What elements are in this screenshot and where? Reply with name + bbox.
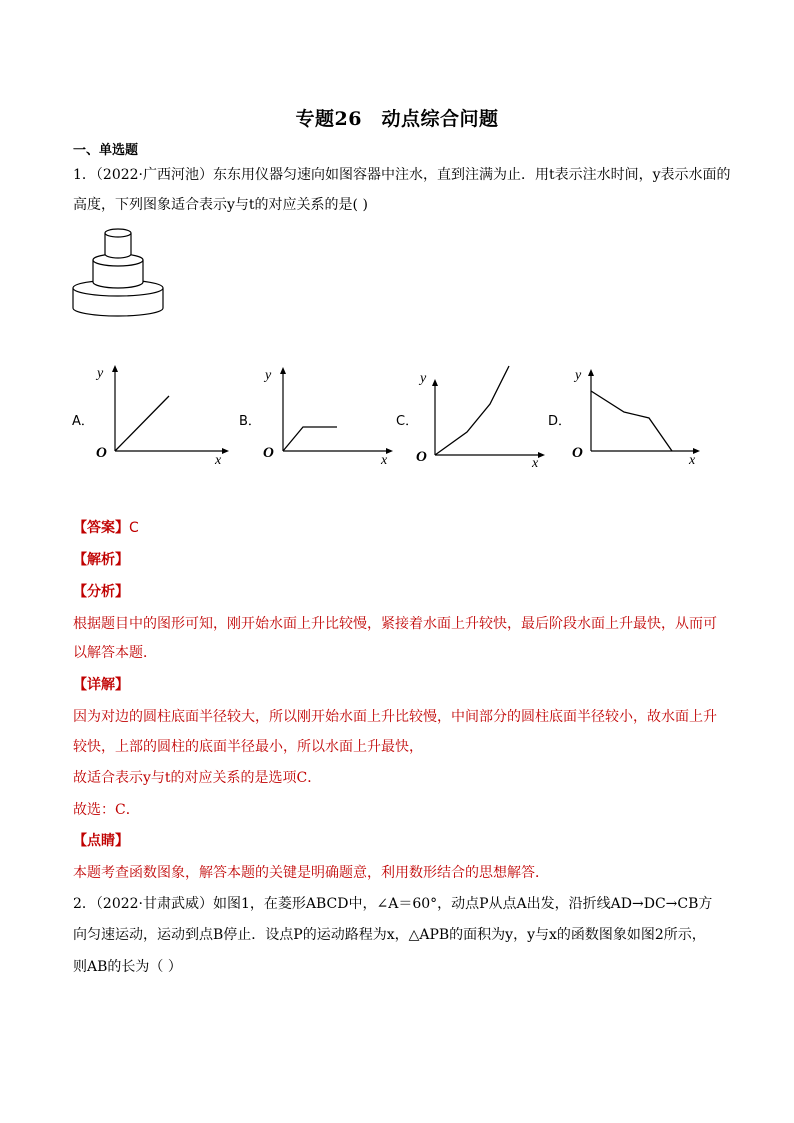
option-d-origin: O (572, 445, 583, 461)
option-a-y-label: y (97, 366, 104, 381)
container-figure (72, 226, 167, 318)
graph-line-a (115, 396, 169, 451)
y-arrow (588, 369, 594, 376)
detail-line2: 较快，上部的圆柱的底面半径最小，所以水面上升最快， (73, 739, 423, 755)
option-b-y-label: y (265, 368, 272, 383)
option-c-y-label: y (420, 371, 427, 386)
graph-line-b (283, 427, 337, 451)
option-b-origin: O (263, 445, 274, 461)
q2-text-line3: 则AB的长为（ ） (73, 959, 182, 975)
detail-line3: 故适合表示y与t的对应关系的是选项C． (73, 770, 322, 786)
option-d-label: D． (548, 414, 572, 429)
graph-line-d (591, 391, 672, 451)
y-arrow (112, 365, 118, 372)
comment-line1: 本题考查函数图象，解答本题的关键是明确题意，利用数形结合的思想解答． (73, 865, 549, 881)
x-arrow (538, 452, 545, 458)
x-arrow (222, 448, 229, 454)
q1-text-line1: 1．（2022·广西河池）东东用仪器匀速向如图容器中注水，直到注满为止．用t表示注水时间，y表示水面的 (73, 167, 731, 183)
fenxi-tag: 【分析】 (73, 584, 129, 600)
option-c-origin: O (416, 449, 427, 465)
answer-value: C (129, 520, 139, 536)
q2-text-line2: 向匀速运动，运动到点B停止．设点P的运动路程为x，△APB的面积为y，y与x的函数图象如图2所示， (73, 927, 706, 943)
q2-text-line1: 2．（2022·甘肃武威）如图1，在菱形ABCD中，∠A＝60°，动点P从点A出发，沿折线AD→DC→CB方 (73, 896, 713, 912)
q1-text-line2: 高度，下列图象适合表示y与t的对应关系的是( ) (73, 197, 368, 213)
graph-line-c (435, 366, 509, 455)
option-a-x-label: x (215, 453, 222, 468)
fenxi-line1: 根据题目中的图形可知，刚开始水面上升比较慢，紧接着水面上升较快，最后阶段水面上升最快，从而可 (73, 616, 717, 632)
option-d-x-label: x (689, 453, 696, 468)
y-arrow (432, 379, 438, 386)
detail-tag: 【详解】 (73, 677, 129, 693)
option-c-label: C． (396, 414, 419, 429)
detail-line1: 因为对边的圆柱底面半径较大，所以刚开始水面上升比较慢，中间部分的圆柱底面半径较小，故水面上升 (73, 709, 717, 725)
option-a-origin: O (96, 445, 107, 461)
section-heading: 一、单选题 (73, 143, 139, 158)
option-b-label: B． (239, 414, 261, 429)
comment-tag: 【点睛】 (73, 833, 129, 849)
fenxi-line2: 以解答本题． (73, 645, 157, 661)
option-b-x-label: x (381, 453, 388, 468)
answer-tag: 【答案】 (73, 520, 129, 536)
answer-block (73, 517, 139, 537)
option-a-label: A． (72, 414, 94, 429)
option-c-x-label: x (532, 456, 539, 471)
detail-line4: 故选：C． (73, 802, 140, 818)
y-arrow (280, 367, 286, 374)
option-b-graph (278, 366, 398, 466)
page-title: 专题26 动点综合问题 (295, 108, 499, 130)
analysis-tag: 【解析】 (73, 552, 129, 568)
option-d-y-label: y (575, 368, 582, 383)
option-d-graph (588, 366, 708, 466)
option-a-graph (110, 364, 230, 464)
option-c-graph (430, 366, 550, 466)
